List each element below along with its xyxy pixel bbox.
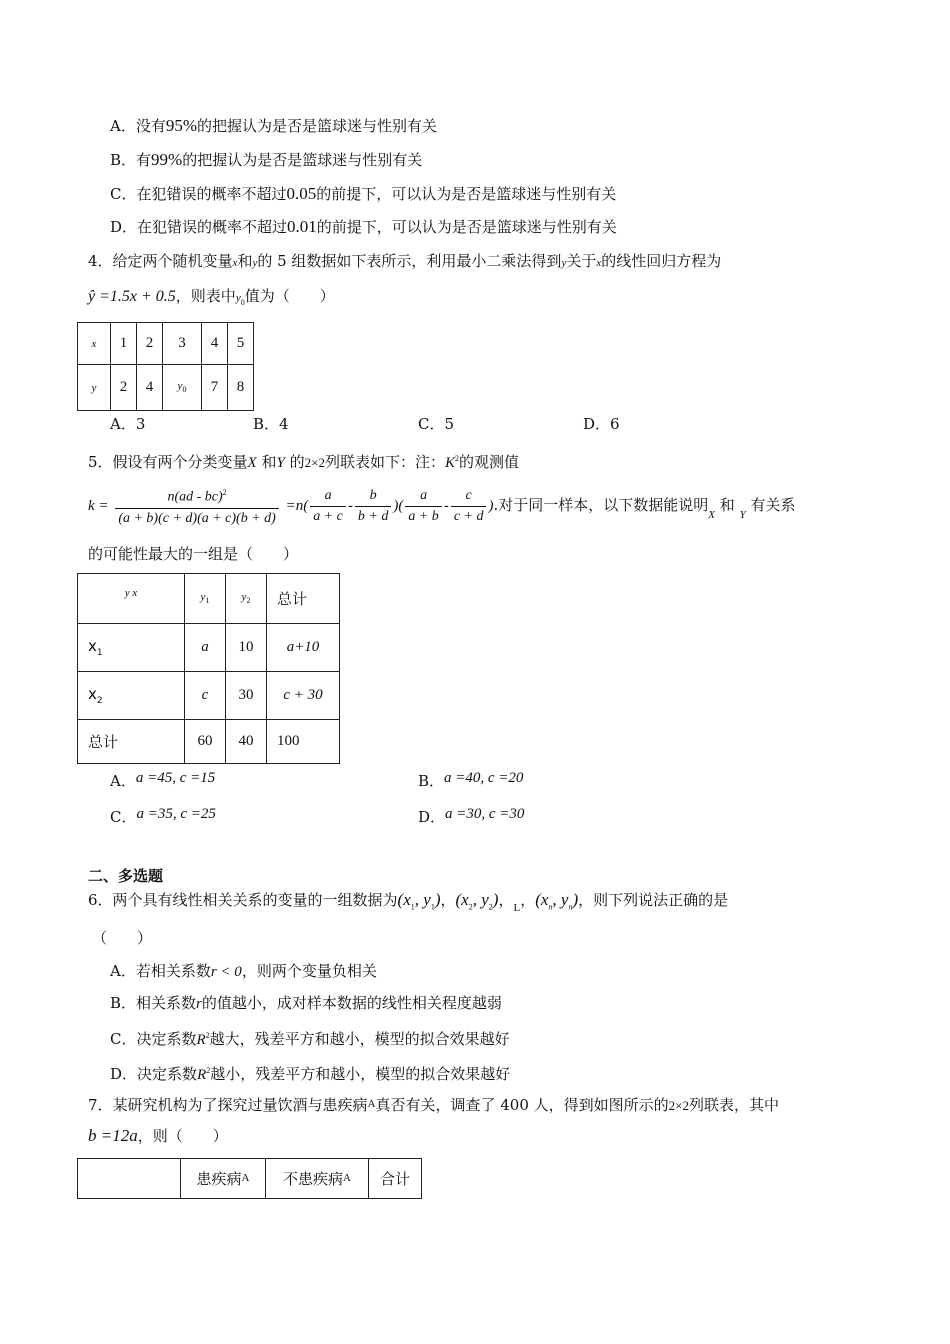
table-header-total: 合计 <box>369 1159 422 1199</box>
header-text: 患疾病 <box>196 1170 242 1188</box>
q4-option-c: C．5 <box>418 415 455 433</box>
stem-text: 有关系 <box>750 496 796 514</box>
option-value: a =45, c =15 <box>135 770 216 786</box>
table-header-total: 总计 <box>267 574 340 624</box>
q3-option-d <box>110 217 617 237</box>
superscript: 2 <box>206 1066 211 1075</box>
option-value: 0.01 <box>287 217 317 236</box>
q5-stem-line1 <box>88 449 519 473</box>
table-header-y1: $y_1$ <box>185 574 226 624</box>
var-Y: Y <box>739 509 746 521</box>
stem-text: ，则（ ） <box>137 1127 228 1145</box>
table-cell: 10 <box>226 624 267 672</box>
q4-data-table <box>77 322 254 411</box>
superscript: 2 <box>222 488 227 498</box>
table-cell: c + 30 <box>267 672 340 720</box>
superscript: 2 <box>455 454 460 463</box>
formula-text: =n( <box>285 498 309 514</box>
condition: b =12a <box>88 1126 138 1145</box>
stem-text: 和 <box>719 496 735 514</box>
option-text: 的值越小，成对样本数据的线性相关程度越弱 <box>201 994 502 1012</box>
q7-contingency-table <box>77 1158 422 1199</box>
fraction-numerator: a <box>310 486 346 507</box>
option-text: C．决定系数 <box>110 1030 197 1048</box>
option-value: a =40, c =20 <box>444 770 524 786</box>
q7-stem-line1 <box>88 1095 779 1117</box>
fraction-denominator: (a + b)(c + d)(a + c)(b + d) <box>118 510 276 526</box>
table-cell: 40 <box>226 720 267 764</box>
table-cell: 100 <box>267 720 340 764</box>
fraction-numerator <box>115 483 279 509</box>
q7-stem-line2 <box>88 1126 228 1146</box>
corner-label: y x <box>124 586 138 599</box>
pair-n: ($x_n$, $y_n$) <box>535 890 579 912</box>
formula-lhs: k = <box>88 498 109 514</box>
option-text: D．在犯错误的概率不超过 <box>110 218 288 236</box>
stem-text: 4．给定两个随机变量 <box>88 252 233 270</box>
option-text: ，则两个变量负相关 <box>241 962 377 980</box>
table-header-no-disease <box>266 1159 369 1199</box>
table-cell: 1 <box>111 323 137 365</box>
option-value: 99% <box>151 150 183 169</box>
table-cell: 30 <box>226 672 267 720</box>
q6-stem-line1 <box>88 890 728 917</box>
var-Y: Y <box>276 455 285 471</box>
q5-contingency-table <box>77 573 340 764</box>
subscript: 0 <box>240 298 245 307</box>
table-cell: c <box>185 672 226 720</box>
option-text: 的前提下，可以认为是否是篮球迷与性别有关 <box>316 218 617 236</box>
separator: ， <box>520 891 536 909</box>
fraction-denominator: a + c <box>313 508 343 524</box>
ellipsis: L <box>513 902 521 914</box>
table-cell: 4 <box>137 365 163 411</box>
q6-option-d <box>110 1061 510 1085</box>
q5-option-c <box>110 803 216 824</box>
option-value: a =35, c =25 <box>136 806 216 822</box>
option-text: 的把握认为是否是篮球迷与性别有关 <box>182 151 423 169</box>
table-corner <box>78 574 185 624</box>
option-label: D． <box>418 808 446 826</box>
q3-option-a <box>110 116 437 136</box>
table-dimension: 2×2 <box>304 455 325 470</box>
formula-text: ) <box>488 498 494 514</box>
option-text: 越大，残差平方和越小，模型的拟合效果越好 <box>209 1030 510 1048</box>
var-A: A <box>241 1172 250 1184</box>
option-label: C． <box>110 808 137 826</box>
option-value: a =30, c =30 <box>445 806 525 822</box>
q4-option-d: D．6 <box>583 415 620 433</box>
formula-text: )( <box>393 498 404 514</box>
minus-sign: - <box>443 498 449 514</box>
table-row-label: y <box>78 365 111 411</box>
option-label: B． <box>418 772 445 790</box>
fraction <box>451 486 487 527</box>
option-text: 越小，残差平方和越小，模型的拟合效果越好 <box>210 1065 511 1083</box>
table-row-label-x1: $x_1$ <box>78 624 185 672</box>
stem-text: 关于 <box>566 252 597 270</box>
var-y0: y <box>235 292 241 304</box>
separator: ， <box>498 891 514 909</box>
var-X: X <box>708 509 715 521</box>
table-cell: 7 <box>202 365 228 411</box>
q4-option-a: A．3 <box>110 415 146 433</box>
subscript: 0 <box>182 385 187 395</box>
fraction-numerator: a <box>405 486 441 507</box>
pair-2: ($x_2$, $y_2$) <box>455 890 499 912</box>
option-value: 95% <box>165 116 198 135</box>
table-dimension: 2×2 <box>668 1098 690 1113</box>
var-x: x <box>232 257 238 269</box>
table-row-label: x <box>78 323 111 365</box>
answer-paren: （ ） <box>92 929 153 947</box>
table-corner <box>78 1159 181 1199</box>
var-K: K <box>445 455 456 471</box>
option-text: A．若相关系数 <box>110 962 211 980</box>
table-cell: 60 <box>185 720 226 764</box>
table-cell: 2 <box>137 323 163 365</box>
q3-option-c <box>110 184 616 204</box>
fraction <box>310 486 346 527</box>
option-value: r <box>196 996 202 1012</box>
var-y: y <box>252 257 258 269</box>
var-y0: y <box>177 380 183 393</box>
table-cell: 8 <box>228 365 254 411</box>
fraction <box>355 486 391 527</box>
table-cell-y0 <box>163 365 202 411</box>
var-A: A <box>343 1172 351 1184</box>
stem-text: 的线性回归方程为 <box>601 252 722 270</box>
q5-formula <box>88 483 796 537</box>
stem-text: 和 <box>261 453 277 471</box>
q4-stem-line2 <box>88 286 335 313</box>
var-y: y <box>561 257 567 269</box>
separator: ， <box>440 891 456 909</box>
stem-text: 真否有关，调查了 400 人，得到如图所示的 <box>375 1096 669 1114</box>
table-cell: 2 <box>111 365 137 411</box>
option-text: 的把握认为是否是篮球迷与性别有关 <box>197 117 438 135</box>
q6-option-b <box>110 993 502 1014</box>
regression-equation: ŷ =1.5x + 0.5 <box>88 288 176 305</box>
table-cell: 5 <box>228 323 254 365</box>
option-text: B．有 <box>110 151 152 169</box>
table-header-y2: $y_2$ <box>226 574 267 624</box>
option-value: 0.05 <box>286 184 317 203</box>
section-heading: 二、多选题 <box>88 867 164 885</box>
minus-sign: - <box>347 498 353 514</box>
q5-option-a <box>110 767 215 788</box>
var-X: X <box>247 455 257 471</box>
numerator-text: n(ad - bc) <box>167 489 223 505</box>
q5-stem-line3: 的可能性最大的一组是（ ） <box>88 545 299 563</box>
option-value: r < 0 <box>210 964 242 980</box>
stem-text: ，则下列说法正确的是 <box>578 891 729 909</box>
table-header-disease <box>181 1159 266 1199</box>
q4-option-b: B．4 <box>253 415 289 433</box>
fraction-denominator: b + d <box>357 508 389 524</box>
formula-main-fraction <box>115 483 279 529</box>
var-A: A <box>367 1098 376 1110</box>
option-text: C．在犯错误的概率不超过 <box>110 185 287 203</box>
option-text: 的前提下，可以认为是否是篮球迷与性别有关 <box>316 185 617 203</box>
table-cell: a+10 <box>267 624 340 672</box>
q6-option-c <box>110 1026 510 1050</box>
pair-1: ($x_1$, $y_1$) <box>397 890 441 912</box>
stem-text: 列联表如下：注： <box>325 453 446 471</box>
stem-text: 的 5 组数据如下表所示，利用最小二乘法得到 <box>257 252 562 270</box>
option-value: R <box>196 1032 206 1048</box>
stem-text: 的 <box>289 453 305 471</box>
q3-option-b <box>110 150 422 170</box>
var-x: x <box>596 257 602 269</box>
q5-option-b <box>418 767 523 788</box>
header-text: 不患疾病 <box>283 1170 344 1188</box>
table-row-label-x2: $x_2$ <box>78 672 185 720</box>
q5-option-d <box>418 803 524 824</box>
option-label: A． <box>110 772 136 790</box>
q4-stem-line1 <box>88 251 721 273</box>
q6-option-a <box>110 961 377 982</box>
stem-text: 6．两个具有线性相关关系的变量的一组数据为 <box>88 891 398 909</box>
table-row-label-total: 总计 <box>78 720 185 764</box>
fraction-numerator: c <box>451 486 487 507</box>
fraction-denominator: a + b <box>408 508 439 524</box>
table-cell: a <box>185 624 226 672</box>
stem-text: ，则表中 <box>175 287 236 305</box>
fraction-denominator: c + d <box>453 508 484 524</box>
option-text: B．相关系数 <box>110 994 197 1012</box>
table-cell: 3 <box>163 323 202 365</box>
option-value: R <box>197 1067 207 1083</box>
stem-text: 和 <box>237 252 253 270</box>
stem-text: 5．假设有两个分类变量 <box>88 453 248 471</box>
table-cell: 4 <box>202 323 228 365</box>
option-text: A．没有 <box>110 117 166 135</box>
fraction <box>405 486 441 527</box>
stem-text: 值为（ ） <box>244 287 335 305</box>
stem-text: .对于同一样本，以下数据能说明 <box>493 496 709 514</box>
fraction-numerator: b <box>355 486 391 507</box>
option-text: D．决定系数 <box>110 1065 198 1083</box>
stem-text: 列联表，其中 <box>689 1096 780 1114</box>
superscript: 2 <box>205 1031 210 1040</box>
stem-text: 的观测值 <box>459 453 520 471</box>
stem-text: 7．某研究机构为了探究过量饮酒与患疾病 <box>88 1096 368 1114</box>
